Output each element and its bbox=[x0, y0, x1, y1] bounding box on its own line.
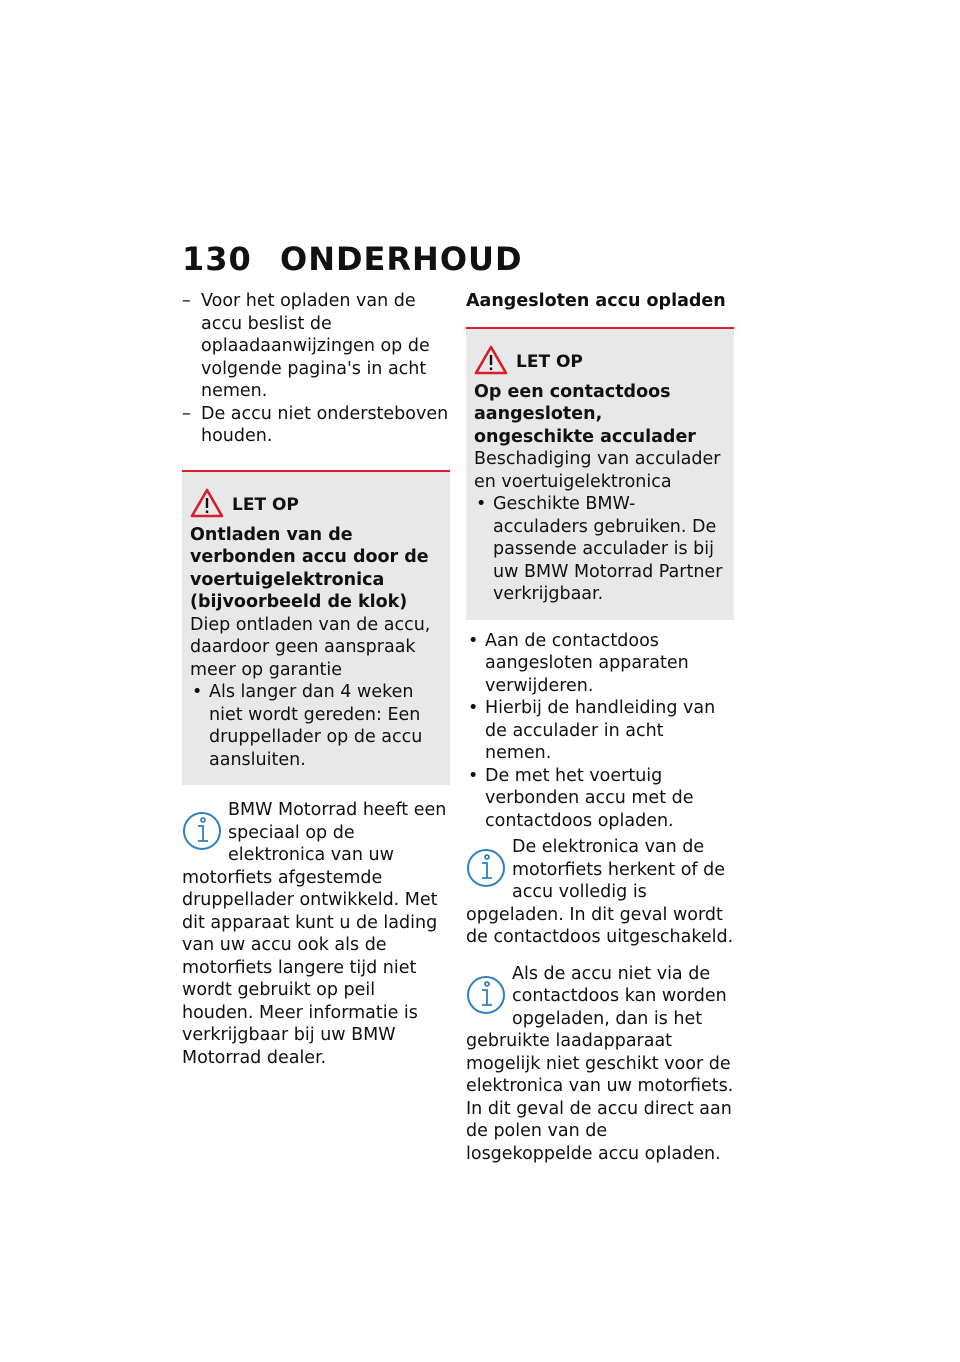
warning-heading: Ontladen van de verbonden accu door de voertuigelektronica (bijvoorbeeld de klok) bbox=[190, 524, 429, 612]
warning-box bbox=[466, 327, 734, 620]
info-icon bbox=[466, 973, 506, 1017]
info-text: BMW Motorrad heeft een speciaal op de elektronica van uw motorfiets afgestemde druppellader ontwikkeld. Met dit apparaat kunt u de lading van uw accu ook als de motorfiets langere tijd niet wordt gebruikt op peil houden. Meer informatie is verkrijgbaar bij uw BMW Motorrad dealer. bbox=[182, 800, 447, 1068]
warning-label: LET OP bbox=[516, 351, 583, 372]
section-title: ONDERHOUD bbox=[280, 240, 523, 278]
page-number: 130 bbox=[182, 240, 252, 278]
warning-heading: Op een contactdoos aangesloten, ongeschikte acculader bbox=[474, 381, 696, 447]
info-note bbox=[466, 836, 734, 949]
warning-triangle-icon bbox=[474, 345, 508, 375]
info-icon bbox=[466, 846, 506, 890]
list-item: • Aan de contactdoos aangesloten apparaten verwijderen. bbox=[466, 630, 734, 698]
right-column bbox=[466, 290, 734, 1165]
warning-bullet: • Geschikte BMW-acculaders gebruiken. De passende acculader is bij uw BMW Motorrad Partner verkrijgbaar. bbox=[474, 493, 726, 606]
dash-item: – Voor het opladen van de accu beslist de oplaadaanwijzingen op de volgende pagina's in acht nemen. bbox=[182, 290, 450, 403]
left-column bbox=[182, 290, 450, 1069]
section-heading: Aangesloten accu opladen bbox=[466, 291, 726, 311]
list-item: • Hierbij de handleiding van de acculader in acht nemen. bbox=[466, 697, 734, 765]
page-header bbox=[182, 240, 523, 278]
list-item: • De met het voertuig verbonden accu met de contactdoos opladen. bbox=[466, 765, 734, 833]
warning-body: Beschadiging van acculader en voertuigelektronica bbox=[474, 449, 721, 492]
info-note bbox=[182, 799, 450, 1069]
dash-item: – De accu niet ondersteboven houden. bbox=[182, 403, 450, 448]
info-text: De elektronica van de motorfiets herkent of de accu volledig is opgeladen. In dit geval wordt de contactdoos uitgeschakeld. bbox=[466, 837, 734, 947]
warning-box bbox=[182, 470, 450, 786]
warning-bullet: • Als langer dan 4 weken niet wordt gereden: Een druppellader op de accu aansluiten. bbox=[190, 681, 442, 771]
warning-triangle-icon bbox=[190, 488, 224, 518]
info-note bbox=[466, 963, 734, 1166]
info-text: Als de accu niet via de contactdoos kan worden opgeladen, dan is het gebruikte laadapparaat mogelijk niet geschikt voor de elektronica van uw motorfiets. In dit geval de accu direct aan de polen van de losgekoppelde accu opladen. bbox=[466, 963, 734, 1164]
warning-label: LET OP bbox=[232, 494, 299, 515]
info-icon bbox=[182, 809, 222, 853]
warning-body: Diep ontladen van de accu, daardoor geen aanspraak meer op garantie bbox=[190, 614, 431, 680]
